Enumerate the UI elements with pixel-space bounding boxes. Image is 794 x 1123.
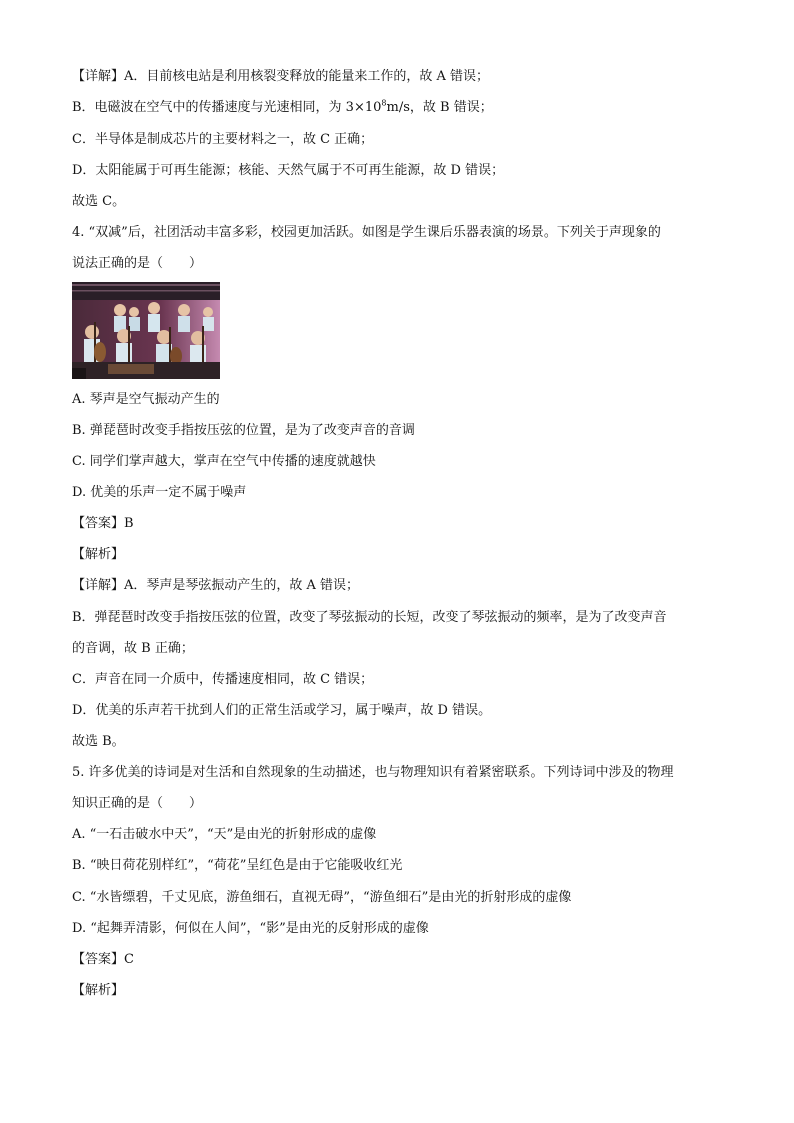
q5-option-b: B. “映日荷花别样红”，“荷花”呈红色是由于它能吸收红光	[72, 858, 403, 873]
q5-answer: 【答案】C	[72, 952, 134, 967]
q4-analysis-heading: 【解析】	[72, 547, 125, 562]
q5-analysis-heading: 【解析】	[72, 983, 125, 998]
q3-conclusion: 故选 C。	[72, 194, 126, 209]
q3-detail-line-b	[72, 99, 493, 117]
q4-conclusion: 故选 B。	[72, 734, 125, 749]
q4-option-d: D. 优美的乐声一定不属于噪声	[72, 485, 247, 500]
q4-option-b: B. 弹琵琶时改变手指按压弦的位置，是为了改变声音的音调	[72, 423, 415, 438]
q4-stem-line-1: 4. “双减”后，社团活动丰富多彩，校园更加活跃。如图是学生课后乐器表演的场景。下列关于声现象的	[72, 225, 661, 240]
q4-detail-line-c: C．声音在同一介质中，传播速度相同，故 C 错误；	[72, 672, 374, 687]
q5-option-c: C. “水皆缥碧，千丈见底，游鱼细石，直视无碍”，“游鱼细石”是由光的折射形成的虚像	[72, 890, 572, 905]
q5-option-a: A. “一石击破水中天”，“天”是由光的折射形成的虚像	[72, 827, 377, 842]
q4-answer: 【答案】B	[72, 516, 134, 531]
q5-option-d: D. “起舞弄清影，何似在人间”，“影”是由光的反射形成的虚像	[72, 921, 429, 936]
q3-detail-line-c: C．半导体是制成芯片的主要材料之一，故 C 正确；	[72, 132, 374, 147]
q4-detail-line-b-cont: 的音调，故 B 正确；	[72, 641, 194, 656]
q5-stem-line-1: 5. 许多优美的诗词是对生活和自然现象的生动描述，也与物理知识有着紧密联系。下列诗词中涉及的物理	[72, 765, 674, 780]
q3-detail-line-b-pre: B．电磁波在空气中的传播速度与光速相同，为 3×10	[72, 100, 382, 115]
q4-performance-photo	[72, 282, 220, 379]
q4-stem-line-2: 说法正确的是（ ）	[72, 256, 203, 271]
q3-detail-line-d: D．太阳能属于可再生能源；核能、天然气属于不可再生能源，故 D 错误；	[72, 163, 505, 178]
q5-stem-line-2: 知识正确的是（ ）	[72, 796, 203, 811]
q4-option-c: C. 同学们掌声越大，掌声在空气中传播的速度就越快	[72, 454, 376, 469]
students-instrument-performance-image	[72, 282, 220, 379]
q4-detail-line-b: B．弹琵琶时改变手指按压弦的位置，改变了琴弦振动的长短，改变了琴弦振动的频率，是为了改变声音	[72, 610, 667, 625]
q4-detail-line-a: 【详解】A．琴声是琴弦振动产生的，故 A 错误；	[72, 578, 360, 593]
q4-option-a: A. 琴声是空气振动产生的	[72, 392, 220, 407]
q4-detail-line-d: D．优美的乐声若干扰到人们的正常生活或学习，属于噪声，故 D 错误。	[72, 703, 492, 718]
q3-detail-line-b-post: m/s，故 B 错误；	[386, 100, 493, 115]
q3-detail-line-b-exponent: 8	[381, 98, 387, 108]
q3-detail-line-a: 【详解】A．目前核电站是利用核裂变释放的能量来工作的，故 A 错误；	[72, 69, 490, 84]
